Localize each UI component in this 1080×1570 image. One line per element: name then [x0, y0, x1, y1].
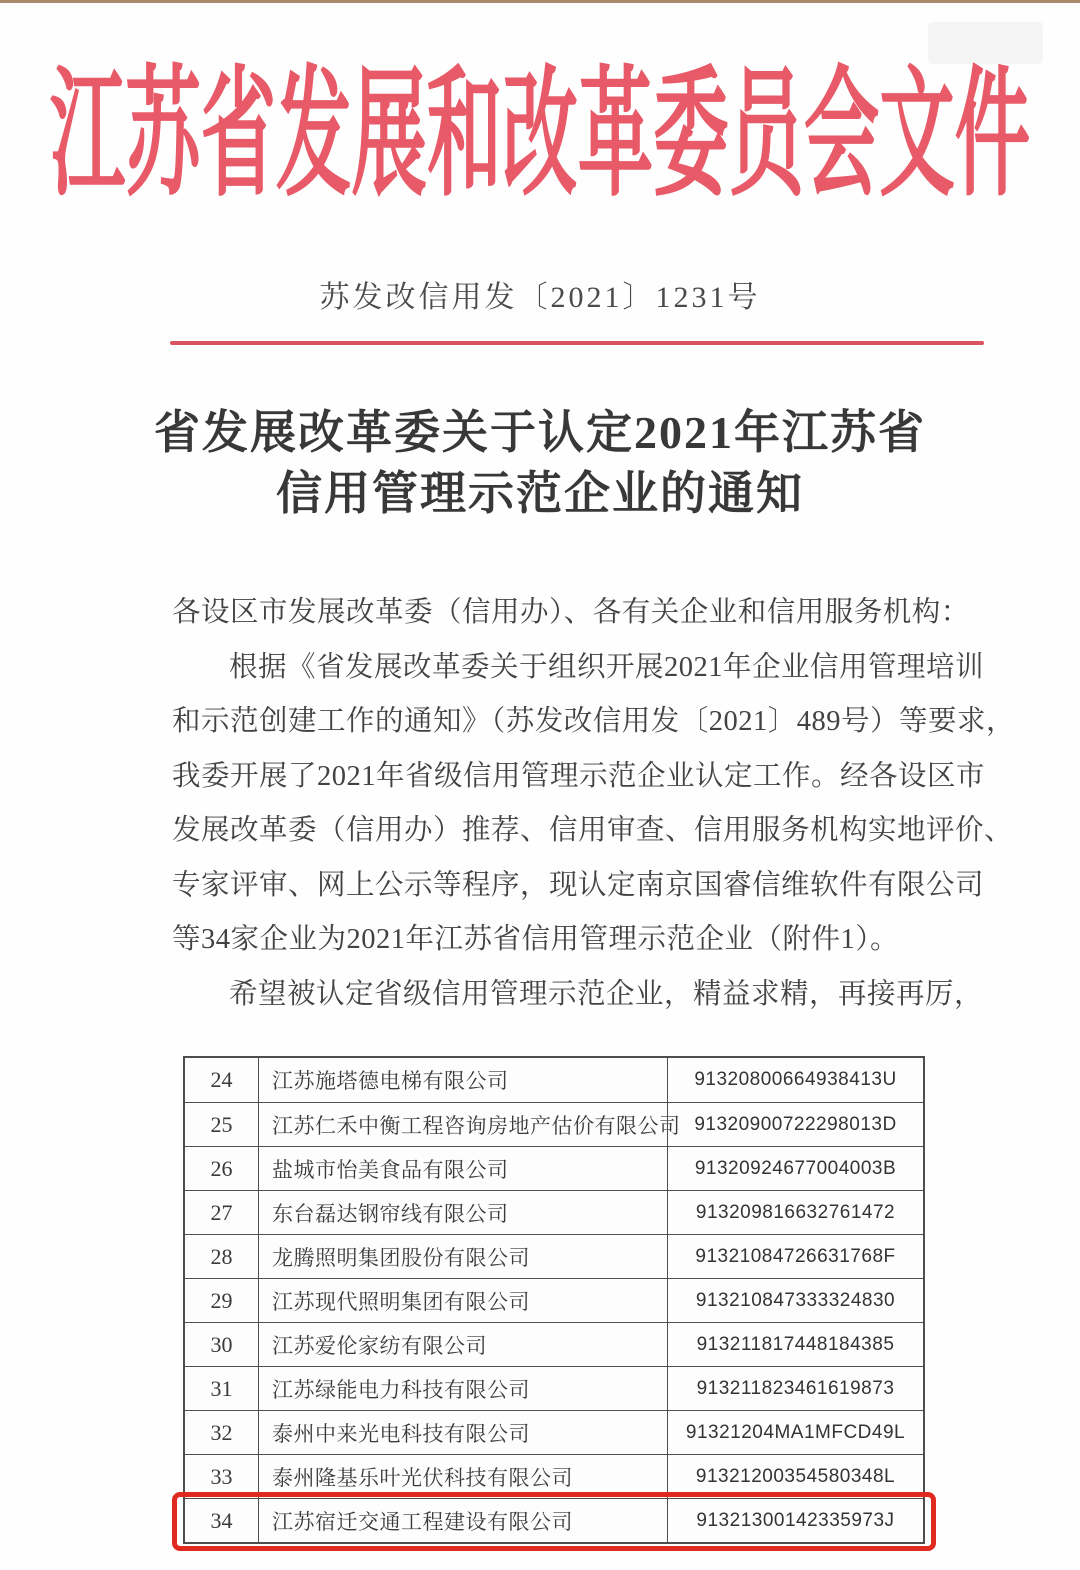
table-row: [185, 1322, 923, 1366]
table-row: [185, 1234, 923, 1278]
body-text-line: 各设区市发展改革委（信用办）、各有关企业和信用服务机构：: [172, 597, 970, 628]
company-name-cell: 泰州中来光电科技有限公司: [258, 1411, 667, 1454]
row-number-cell: 27: [210, 1199, 233, 1225]
credit-code-cell: 913210847333324830: [667, 1279, 923, 1322]
table-row: [185, 1102, 923, 1146]
company-name-cell: 江苏仁禾中衡工程咨询房地产估价有限公司: [258, 1103, 667, 1146]
credit-code-cell: 913211817448184385: [667, 1323, 923, 1366]
table-row: [185, 1410, 923, 1454]
table-row: [185, 1058, 923, 1102]
table-row: [185, 1190, 923, 1234]
row-number-cell: 29: [210, 1287, 233, 1313]
document-number: 苏发改信用发〔2021〕1231号: [319, 281, 761, 314]
notice-body: [172, 586, 1016, 1022]
row-number-cell: 30: [210, 1331, 233, 1357]
row-number-cell: 28: [210, 1243, 233, 1269]
notice-title-line1: 省发展改革委关于认定2021年江苏省: [154, 407, 926, 458]
company-name-cell: 江苏绿能电力科技有限公司: [258, 1367, 667, 1410]
company-name-cell: 江苏宿迁交通工程建设有限公司: [258, 1499, 667, 1542]
credit-code-cell: 913209816632761472: [667, 1191, 923, 1234]
credit-code-cell: 91320924677004003B: [667, 1147, 923, 1190]
table-row: [185, 1454, 923, 1498]
row-number-cell: 24: [210, 1067, 233, 1092]
table-row: [185, 1498, 923, 1542]
row-number-cell: 26: [210, 1155, 233, 1181]
credit-code-cell: 91321300142335973J: [667, 1499, 923, 1542]
agency-letterhead-title: 江苏省发展和改革委员会文件: [49, 57, 1031, 214]
row-number-cell: 32: [210, 1419, 233, 1445]
table-row: [185, 1278, 923, 1322]
credit-code-cell: 91320900722298013D: [667, 1103, 923, 1146]
row-number-cell: 33: [210, 1463, 233, 1489]
body-text-line: 希望被认定省级信用管理示范企业，精益求精，再接再厉，: [229, 978, 984, 1010]
company-name-cell: 江苏现代照明集团有限公司: [258, 1279, 667, 1322]
notice-title-line2: 信用管理示范企业的通知: [276, 468, 804, 519]
table-row: [185, 1366, 923, 1410]
row-number-cell: 25: [210, 1111, 233, 1137]
row-number-cell: 31: [210, 1375, 233, 1401]
body-text-line: 专家评审、网上公示等程序，现认定南京国睿信维软件有限公司: [172, 869, 985, 901]
company-name-cell: 泰州隆基乐叶光伏科技有限公司: [258, 1455, 667, 1498]
credit-code-cell: 91320800664938413U: [667, 1058, 923, 1102]
body-text-line: 我委开展了2021年省级信用管理示范企业认定工作。经各设区市: [172, 760, 986, 792]
credit-code-cell: 91321200354580348L: [667, 1455, 923, 1498]
company-name-cell: 龙腾照明集团股份有限公司: [258, 1235, 667, 1278]
company-name-cell: 东台磊达钢帘线有限公司: [258, 1191, 667, 1234]
row-number-cell: 34: [210, 1507, 233, 1533]
notice-title: [0, 402, 1080, 524]
credit-code-cell: 91321084726631768F: [667, 1235, 923, 1278]
body-text-line: 根据《省发展改革委关于组织开展2021年企业信用管理培训: [229, 651, 985, 683]
company-name-cell: 江苏施塔德电梯有限公司: [258, 1058, 667, 1102]
letterhead: [0, 42, 1080, 214]
body-text-line: 等34家企业为2021年江苏省信用管理示范企业（附件1）。: [172, 924, 900, 955]
credit-code-cell: 91321204MA1MFCD49L: [667, 1411, 923, 1454]
table-row: [185, 1146, 923, 1190]
red-divider-line: [170, 341, 984, 345]
company-name-cell: 盐城市怡美食品有限公司: [258, 1147, 667, 1190]
enterprise-roster-table: [183, 1056, 925, 1544]
credit-code-cell: 913211823461619873: [667, 1367, 923, 1410]
body-text-line: 发展改革委（信用办）推荐、信用审查、信用服务机构实地评价、: [172, 815, 1014, 846]
scan-top-edge-line: [0, 0, 1080, 3]
body-text-line: 和示范创建工作的通知》（苏发改信用发〔2021〕489号）等要求，: [172, 706, 1016, 737]
company-name-cell: 江苏爱伦家纺有限公司: [258, 1323, 667, 1366]
